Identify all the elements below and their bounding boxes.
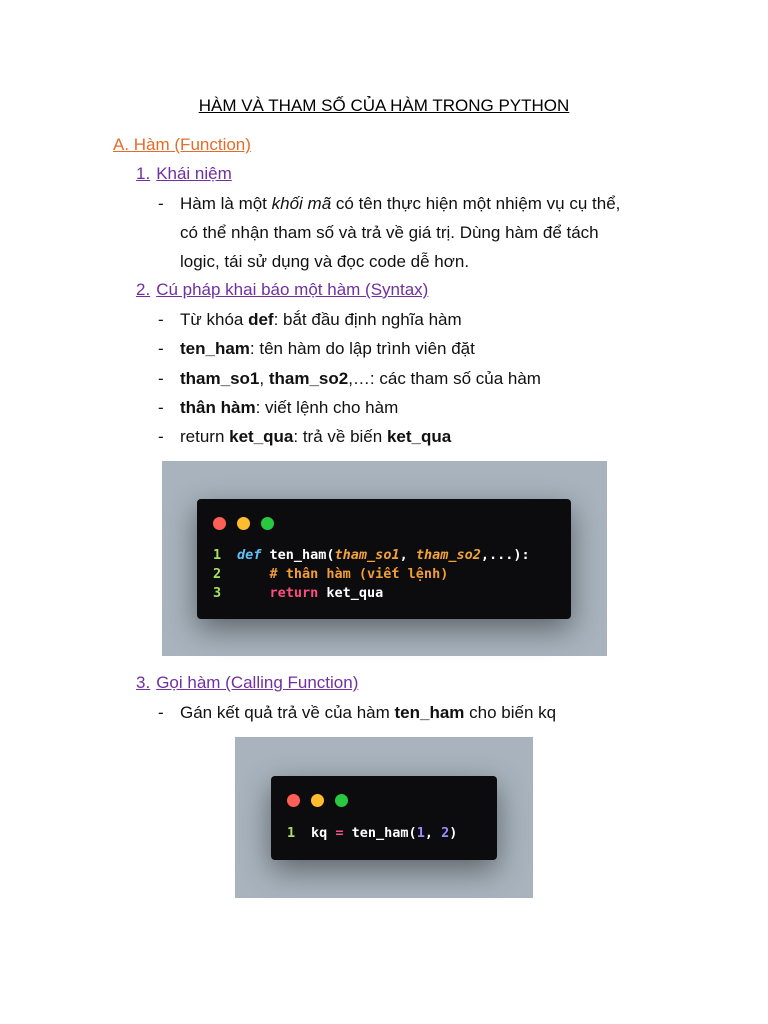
param: tham_so2 <box>415 547 481 563</box>
punct: , <box>399 547 416 563</box>
s2-bullet-4 <box>158 393 398 422</box>
window-controls <box>287 794 359 812</box>
number: 2 <box>441 825 450 841</box>
text: Gán kết quả trả về của hàm <box>180 703 395 722</box>
code-editor-window <box>271 776 497 860</box>
page-title: HÀM VÀ THAM SỐ CỦA HÀM TRONG PYTHON <box>198 96 570 115</box>
text: cho biến kq <box>464 703 557 722</box>
maximize-dot-icon <box>335 794 348 807</box>
keyword-def: def <box>237 547 262 563</box>
text: , <box>259 369 269 388</box>
section-a-heading: A. Hàm (Function) <box>113 135 251 154</box>
close-dot-icon <box>287 794 300 807</box>
section-2-heading <box>136 280 428 300</box>
function-name: ten_ham( <box>343 825 417 841</box>
minimize-dot-icon <box>311 794 324 807</box>
bullet-dash: - <box>158 369 164 388</box>
code-line-1 <box>287 824 457 844</box>
keyword-return: return <box>237 585 319 601</box>
s1-line-2: có thể nhận tham số và trả về giá trị. Dùng hàm để tách <box>180 223 599 242</box>
function-name: ten_ham( <box>261 547 335 563</box>
keyword: ket_qua <box>229 427 294 446</box>
keyword: tham_so2 <box>268 369 349 388</box>
s2-bullet-1 <box>158 305 462 334</box>
text: Từ khóa <box>180 310 249 329</box>
code-editor-window <box>197 499 571 619</box>
punct: ) <box>449 825 458 841</box>
keyword: ten_ham <box>394 703 465 722</box>
section-1-number: 1. <box>136 164 151 183</box>
text: : bắt đầu định nghĩa hàm <box>273 310 462 329</box>
section-3-heading <box>136 673 358 693</box>
text: return <box>180 427 230 446</box>
section-1-heading <box>136 164 232 184</box>
s1-line-3: logic, tái sử dụng và đọc code dễ hơn. <box>180 252 470 271</box>
s2-bullet-3 <box>158 364 541 393</box>
text: : viết lệnh cho hàm <box>255 398 399 417</box>
punct: , <box>424 825 442 841</box>
section-2-title: Cú pháp khai báo một hàm (Syntax) <box>156 280 429 299</box>
line-number: 1 <box>213 547 222 563</box>
bullet-dash: - <box>158 427 164 446</box>
minimize-dot-icon <box>237 517 250 530</box>
code-line-2 <box>213 565 448 585</box>
identifier: kq <box>311 825 336 841</box>
keyword: tham_so1 <box>180 369 260 388</box>
text: Hàm là một <box>180 194 272 213</box>
text: ,…: các tham số của hàm <box>348 369 541 388</box>
s2-bullet-2 <box>158 334 475 363</box>
operator: = <box>335 825 344 841</box>
maximize-dot-icon <box>261 517 274 530</box>
keyword: def <box>248 310 274 329</box>
s3-bullet-1 <box>158 698 556 727</box>
keyword: thân hàm <box>180 398 256 417</box>
line-number: 2 <box>213 566 222 582</box>
bullet-dash: - <box>158 310 164 329</box>
line-number: 3 <box>213 585 222 601</box>
bullet-dash: - <box>158 703 164 722</box>
bullet-dash: - <box>158 398 164 417</box>
keyword: ket_qua <box>386 427 452 446</box>
text: có tên thực hiện một nhiệm vụ cụ thể, <box>331 194 621 213</box>
number: 1 <box>416 825 425 841</box>
section-2-number: 2. <box>136 280 151 299</box>
section-3-title: Gọi hàm (Calling Function) <box>156 673 359 692</box>
code-line-3 <box>213 584 383 604</box>
window-controls <box>213 517 285 535</box>
code-line-1 <box>213 546 530 566</box>
section-3-number: 3. <box>136 673 151 692</box>
bullet-dash: - <box>158 194 164 213</box>
text: : tên hàm do lập trình viên đặt <box>249 339 475 358</box>
s1-bullet-1 <box>158 189 620 218</box>
keyword: ten_ham <box>180 339 250 358</box>
punct: ,...): <box>480 547 530 563</box>
comment: # thân hàm (viết lệnh) <box>237 566 449 582</box>
emphasis: khối mã <box>271 194 332 213</box>
param: tham_so1 <box>334 547 400 563</box>
s2-bullet-5 <box>158 422 451 451</box>
text: : trả về biến <box>293 427 387 446</box>
close-dot-icon <box>213 517 226 530</box>
line-number: 1 <box>287 825 296 841</box>
identifier: ket_qua <box>318 585 384 601</box>
bullet-dash: - <box>158 339 164 358</box>
code-image-1 <box>162 461 607 656</box>
code-image-2 <box>235 737 533 898</box>
section-1-title: Khái niệm <box>156 164 232 183</box>
